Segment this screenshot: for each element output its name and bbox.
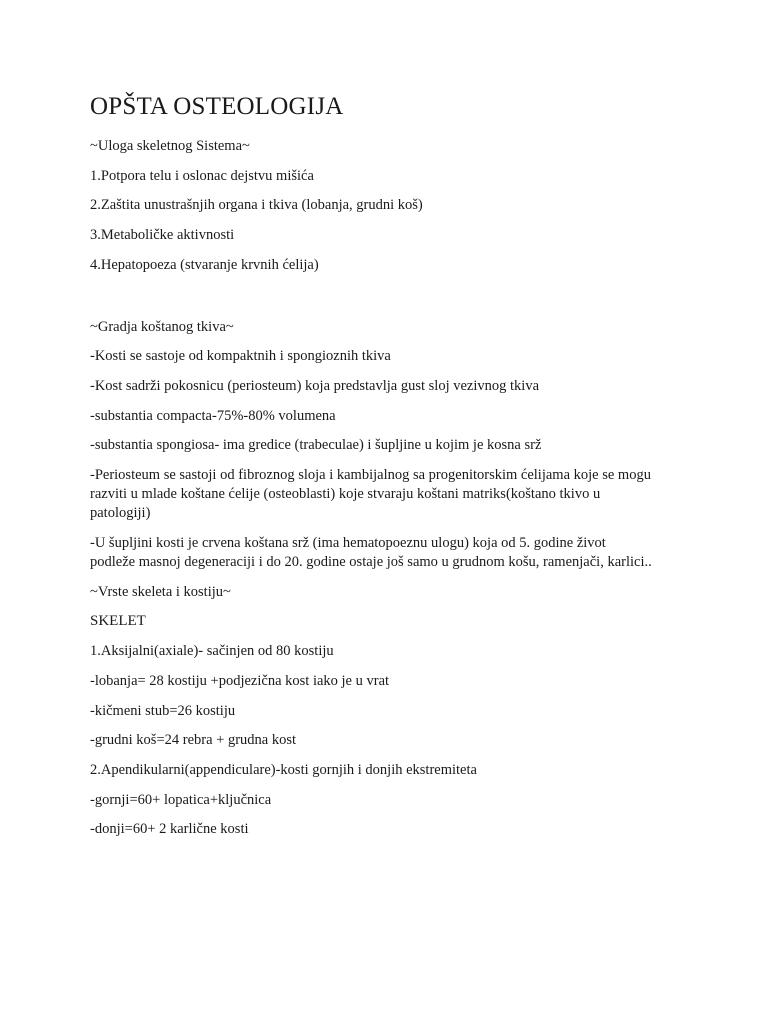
paragraph-line: podleže masnoj degeneraciji i do 20. godine ostaje još samo u grudnom košu, ramenjači, karlici.. xyxy=(90,554,652,570)
section-heading-skeletal-role: ~Uloga skeletnog Sistema~ xyxy=(90,138,250,154)
list-item: -lobanja= 28 kostiju +podjezična kost iako je u vrat xyxy=(90,673,390,689)
list-item: 3.Metaboličke aktivnosti xyxy=(90,227,235,243)
section-heading-skeleton-types: ~Vrste skeleta i kostiju~ xyxy=(90,584,231,600)
list-item: -Kosti se sastoje od kompaktnih i spongioznih tkiva xyxy=(90,348,391,364)
list-item: 2.Zaštita unustrašnjih organa i tkiva (lobanja, grudni koš) xyxy=(90,197,423,213)
section-heading-bone-tissue: ~Gradja koštanog tkiva~ xyxy=(90,319,234,335)
list-item: -donji=60+ 2 karlične kosti xyxy=(90,821,249,837)
paragraph-line: -Periosteum se sastoji od fibroznog sloja i kambijalnog sa progenitorskim ćelijama koje se mogu xyxy=(90,467,651,483)
paragraph-line: patologiji) xyxy=(90,505,151,521)
list-item: -kičmeni stub=26 kostiju xyxy=(90,703,236,719)
list-item: 1.Aksijalni(axiale)- sačinjen od 80 kostiju xyxy=(90,643,334,659)
list-item: -Kost sadrži pokosnicu (periosteum) koja predstavlja gust sloj vezivnog tkiva xyxy=(90,378,540,394)
subheading-skelet: SKELET xyxy=(90,613,146,629)
list-item: -gornji=60+ lopatica+ključnica xyxy=(90,792,272,808)
list-item: 4.Hepatopoeza (stvaranje krvnih ćelija) xyxy=(90,257,319,273)
list-item: 1.Potpora telu i oslonac dejstvu mišića xyxy=(90,168,314,184)
list-item: -grudni koš=24 rebra + grudna kost xyxy=(90,732,297,748)
paragraph-line: razviti u mlade koštane ćelije (osteoblasti) koje stvaraju koštani matriks(koštano tkivo u xyxy=(90,486,601,502)
list-item: -substantia compacta-75%-80% volumena xyxy=(90,408,336,424)
list-item: 2.Apendikularni(appendiculare)-kosti gornjih i donjih ekstremiteta xyxy=(90,762,477,778)
paragraph-line: -U šupljini kosti je crvena koštana srž (ima hematopoeznu ulogu) koja od 5. godine život xyxy=(90,535,606,551)
paragraph-periosteum xyxy=(90,466,670,523)
paragraph-bone-marrow xyxy=(90,534,670,572)
list-item: -substantia spongiosa- ima gredice (trabeculae) i šupljine u kojim je kosna srž xyxy=(90,437,542,453)
document-title: OPŠTA OSTEOLOGIJA xyxy=(90,93,344,120)
